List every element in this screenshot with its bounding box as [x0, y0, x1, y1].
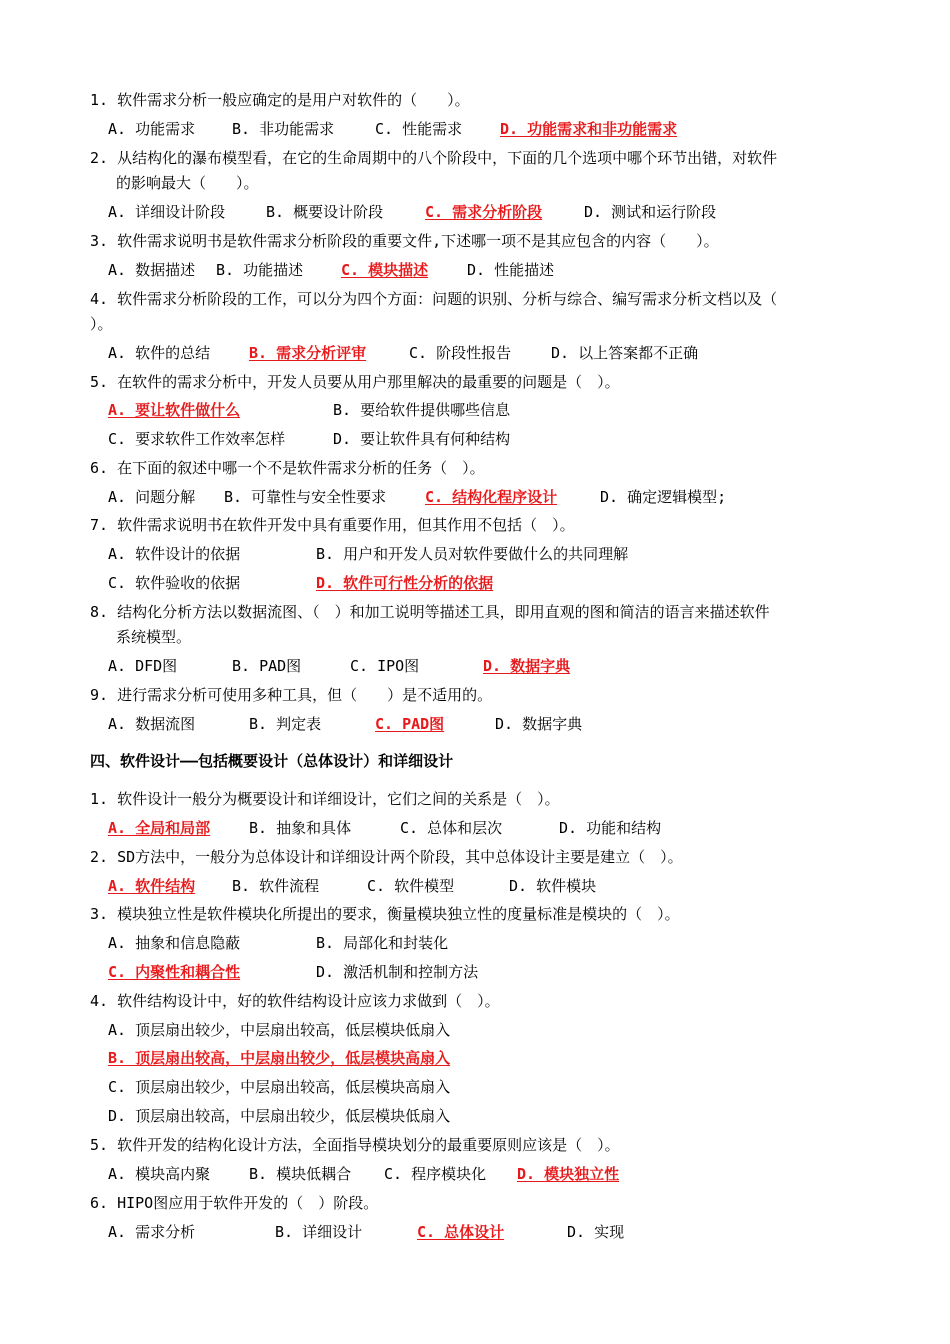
option-1b: B. 非功能需求	[232, 120, 335, 138]
answer-6c: C. 结构化程序设计	[425, 488, 558, 506]
option-5b: B. 要给软件提供哪些信息	[333, 401, 511, 419]
question-5: 5. 在软件的需求分析中，开发人员要从用户那里解决的最重要的问题是（ ）。	[90, 373, 620, 391]
option-8a: A. DFD图	[108, 657, 178, 675]
design-option-2d: D. 软件模块	[509, 877, 597, 895]
question-1: 1. 软件需求分析一般应确定的是用户对软件的（ ）。	[90, 91, 470, 109]
option-4c: C. 阶段性报告	[409, 344, 512, 362]
option-7a: A. 软件设计的依据	[108, 545, 241, 563]
option-7c: C. 软件验收的依据	[108, 574, 241, 592]
design-option-4d: D. 顶层扇出较高，中层扇出较少，低层模块低扇入	[108, 1107, 451, 1125]
design-option-3a: A. 抽象和信息隐蔽	[108, 934, 241, 952]
option-7b: B. 用户和开发人员对软件要做什么的共同理解	[316, 545, 629, 563]
question-4-line2: ）。	[90, 315, 113, 333]
option-3a: A. 数据描述	[108, 261, 196, 279]
answer-1d: D. 功能需求和非功能需求	[500, 120, 678, 138]
design-option-5c: C. 程序模块化	[384, 1165, 487, 1183]
question-8-line2: 系统模型。	[116, 628, 192, 646]
question-8-line1: 8. 结构化分析方法以数据流图、（ ）和加工说明等描述工具，即用直观的图和简洁的语言来描述软件	[90, 603, 770, 621]
question-4-line1: 4. 软件需求分析阶段的工作，可以分为四个方面：问题的识别、分析与综合、编写需求分析文档以及（	[90, 290, 778, 308]
design-option-5a: A. 模块高内聚	[108, 1165, 211, 1183]
design-question-4: 4. 软件结构设计中，好的软件结构设计应该力求做到（ ）。	[90, 992, 500, 1010]
option-1a: A. 功能需求	[108, 120, 196, 138]
design-question-2: 2. SD方法中，一般分为总体设计和详细设计两个阶段，其中总体设计主要是建立（ ）。	[90, 848, 683, 866]
question-6: 6. 在下面的叙述中哪一个不是软件需求分析的任务（ ）。	[90, 459, 485, 477]
design-option-3b: B. 局部化和封装化	[316, 934, 449, 952]
option-5c: C. 要求软件工作效率怎样	[108, 430, 286, 448]
question-3: 3. 软件需求说明书是软件需求分析阶段的重要文件,下述哪一项不是其应包含的内容（ ）。	[90, 232, 719, 250]
design-answer-1a: A. 全局和局部	[108, 819, 211, 837]
option-4a: A. 软件的总结	[108, 344, 211, 362]
design-question-6: 6. HIPO图应用于软件开发的（ ）阶段。	[90, 1194, 379, 1212]
design-question-1: 1. 软件设计一般分为概要设计和详细设计，它们之间的关系是（ ）。	[90, 790, 560, 808]
answer-7d: D. 软件可行性分析的依据	[316, 574, 494, 592]
design-option-1d: D. 功能和结构	[559, 819, 662, 837]
design-option-4c: C. 顶层扇出较少，中层扇出较高，低层模块高扇入	[108, 1078, 451, 1096]
design-answer-5d: D. 模块独立性	[517, 1165, 620, 1183]
design-option-4a: A. 顶层扇出较少，中层扇出较高，低层模块低扇入	[108, 1021, 451, 1039]
option-2b: B. 概要设计阶段	[266, 203, 384, 221]
design-option-6a: A. 需求分析	[108, 1223, 196, 1241]
option-2a: A. 详细设计阶段	[108, 203, 226, 221]
design-option-6b: B. 详细设计	[275, 1223, 363, 1241]
design-answer-3c: C. 内聚性和耦合性	[108, 963, 241, 981]
design-option-1b: B. 抽象和具体	[249, 819, 352, 837]
design-option-2b: B. 软件流程	[232, 877, 320, 895]
answer-5a: A. 要让软件做什么	[108, 401, 241, 419]
option-9b: B. 判定表	[249, 715, 322, 733]
answer-9c: C. PAD图	[375, 715, 445, 733]
section-4-title: 四、软件设计——包括概要设计（总体设计）和详细设计	[90, 752, 454, 770]
design-question-5: 5. 软件开发的结构化设计方法，全面指导模块划分的最重要原则应该是（ ）。	[90, 1136, 620, 1154]
design-option-5b: B. 模块低耦合	[249, 1165, 352, 1183]
design-answer-4b: B. 顶层扇出较高，中层扇出较少，低层模块高扇入	[108, 1049, 451, 1067]
option-8c: C. IPO图	[350, 657, 420, 675]
design-option-3d: D. 激活机制和控制方法	[316, 963, 479, 981]
option-3b: B. 功能描述	[216, 261, 304, 279]
question-2-line1: 2. 从结构化的瀑布模型看，在它的生命周期中的八个阶段中，下面的几个选项中哪个环节出错，对软件	[90, 149, 778, 167]
design-answer-2a: A. 软件结构	[108, 877, 196, 895]
answer-8d: D. 数据字典	[483, 657, 571, 675]
option-9d: D. 数据字典	[495, 715, 583, 733]
question-2-line2: 的影响最大（ ）。	[116, 174, 259, 192]
option-9a: A. 数据流图	[108, 715, 196, 733]
answer-2c: C. 需求分析阶段	[425, 203, 543, 221]
question-7: 7. 软件需求说明书在软件开发中具有重要作用，但其作用不包括（ ）。	[90, 516, 575, 534]
question-9: 9. 进行需求分析可使用多种工具，但（ ）是不适用的。	[90, 686, 493, 704]
design-option-1c: C. 总体和层次	[400, 819, 503, 837]
design-question-3: 3. 模块独立性是软件模块化所提出的要求，衡量模块独立性的度量标准是模块的（ ）。	[90, 905, 680, 923]
design-option-2c: C. 软件模型	[367, 877, 455, 895]
answer-4b: B. 需求分析评审	[249, 344, 367, 362]
option-2d: D. 测试和运行阶段	[584, 203, 717, 221]
option-4d: D. 以上答案都不正确	[551, 344, 699, 362]
option-8b: B. PAD图	[232, 657, 302, 675]
design-answer-6c: C. 总体设计	[417, 1223, 505, 1241]
option-1c: C. 性能需求	[375, 120, 463, 138]
option-3d: D. 性能描述	[467, 261, 555, 279]
option-6a: A. 问题分解	[108, 488, 196, 506]
answer-3c: C. 模块描述	[341, 261, 429, 279]
design-option-6d: D. 实现	[567, 1223, 625, 1241]
option-6d: D. 确定逻辑模型;	[600, 488, 727, 506]
option-5d: D. 要让软件具有何种结构	[333, 430, 511, 448]
option-6b: B. 可靠性与安全性要求	[224, 488, 387, 506]
